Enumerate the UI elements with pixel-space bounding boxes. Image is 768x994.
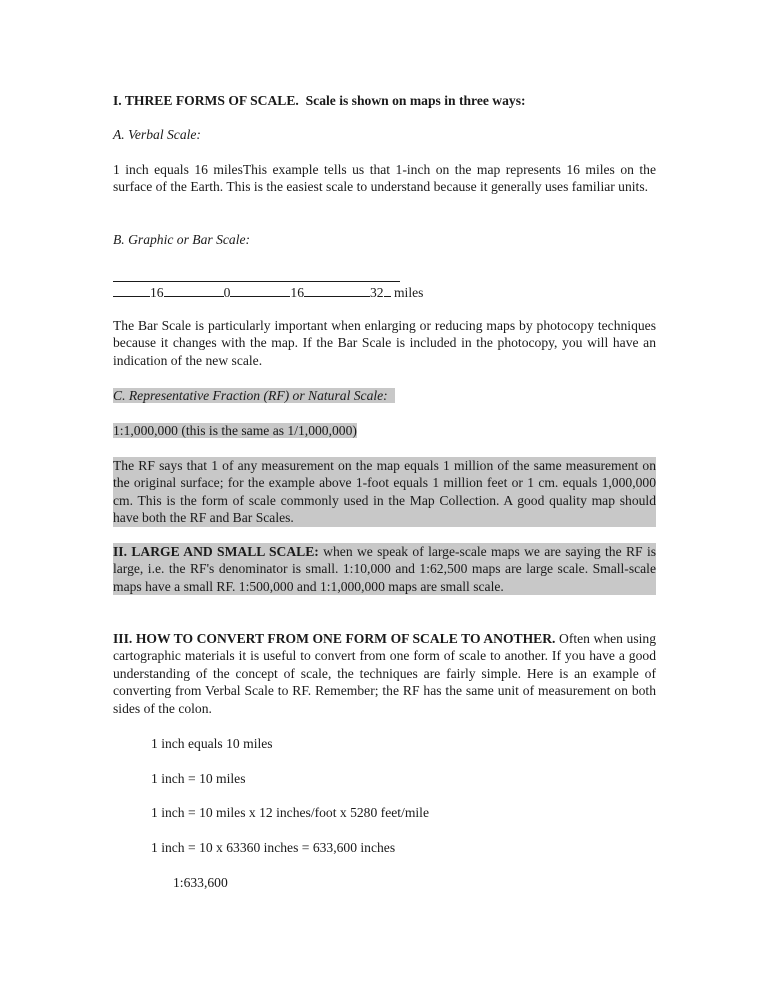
section-2-paragraph bbox=[113, 543, 656, 595]
section-3-heading: III. HOW TO CONVERT FROM ONE FORM OF SCALE TO ANOTHER. bbox=[113, 631, 556, 646]
bar-scale-label: 32 bbox=[369, 285, 384, 300]
section-3-text: Often when using cartographic materials it is useful to convert from one form of scale to another. If you have a good understanding of the concept of scale, the techniques are fairly simple. Here is an example of converting from Verbal Scale to RF. Remember; the RF has the same unit of measurement on both sides of the colon. bbox=[113, 631, 656, 716]
rf-example-text: 1:1,000,000 (this is the same as 1/1,000,000) bbox=[113, 423, 357, 438]
verbal-scale-title: A. Verbal Scale: bbox=[113, 127, 201, 142]
conversion-result: 1:633,600 bbox=[173, 875, 228, 890]
section-2-heading: II. LARGE AND SMALL SCALE: bbox=[113, 544, 319, 559]
bar-scale-paragraph: The Bar Scale is particularly important when enlarging or reducing maps by photocopy techniques because it changes with the map. If the Bar Scale is included in the photocopy, you will have an indication of the new scale. bbox=[113, 318, 656, 368]
bar-scale-segment bbox=[384, 283, 391, 297]
bar-scale-top-rule bbox=[113, 281, 400, 282]
section-2-text: when we speak of large-scale maps we are saying the RF is large, i.e. the RF's denominator is small. 1:10,000 and 1:62,500 maps are large scale. Small-scale maps have a small RF. 1:500,000 and 1:1,000,000 maps are small scale. bbox=[113, 544, 657, 594]
conversion-step: 1 inch = 10 miles x 12 inches/foot x 5280 feet/mile bbox=[151, 805, 429, 820]
bar-scale-label: 0 bbox=[223, 285, 231, 300]
rf-paragraph: The RF says that 1 of any measurement on the map equals 1 million of the same measurement on the original surface; for the example above 1-foot equals 1 million feet or 1 cm. equals 1,000,000 cm. This is the form of scale commonly used in the Map Collection. A good quality map should have both the RF and Bar Scales. bbox=[113, 458, 656, 526]
conversion-step: 1 inch = 10 x 63360 inches = 633,600 inches bbox=[151, 840, 396, 855]
bar-scale-segment bbox=[304, 283, 370, 297]
bar-scale-segment bbox=[230, 283, 290, 297]
bar-scale-label: 16 bbox=[150, 285, 164, 300]
rf-title bbox=[113, 387, 656, 404]
section-3-paragraph bbox=[113, 630, 656, 717]
rf-title-text: C. Representative Fraction (RF) or Natural Scale: bbox=[113, 388, 388, 403]
bar-scale-unit: miles bbox=[393, 285, 424, 300]
verbal-scale-paragraph: 1 inch equals 16 milesThis example tells us that 1-inch on the map represents 16 miles on the surface of the Earth. This is the easiest scale to understand because it generally uses familiar units. bbox=[113, 162, 656, 195]
conversion-step: 1 inch = 10 miles bbox=[151, 771, 246, 786]
bar-scale bbox=[113, 283, 656, 301]
bar-scale-label: 16 bbox=[290, 285, 304, 300]
bar-scale-segment bbox=[164, 283, 224, 297]
section-1-heading-prefix: I. THREE FORMS OF SCALE. bbox=[113, 93, 299, 108]
section-1-heading bbox=[113, 92, 656, 109]
conversion-step: 1 inch equals 10 miles bbox=[151, 736, 273, 751]
bar-scale-title: B. Graphic or Bar Scale: bbox=[113, 232, 251, 247]
rf-example bbox=[113, 422, 656, 439]
bar-scale-segment bbox=[113, 283, 150, 297]
section-1-heading-rest: Scale is shown on maps in three ways: bbox=[305, 93, 526, 108]
